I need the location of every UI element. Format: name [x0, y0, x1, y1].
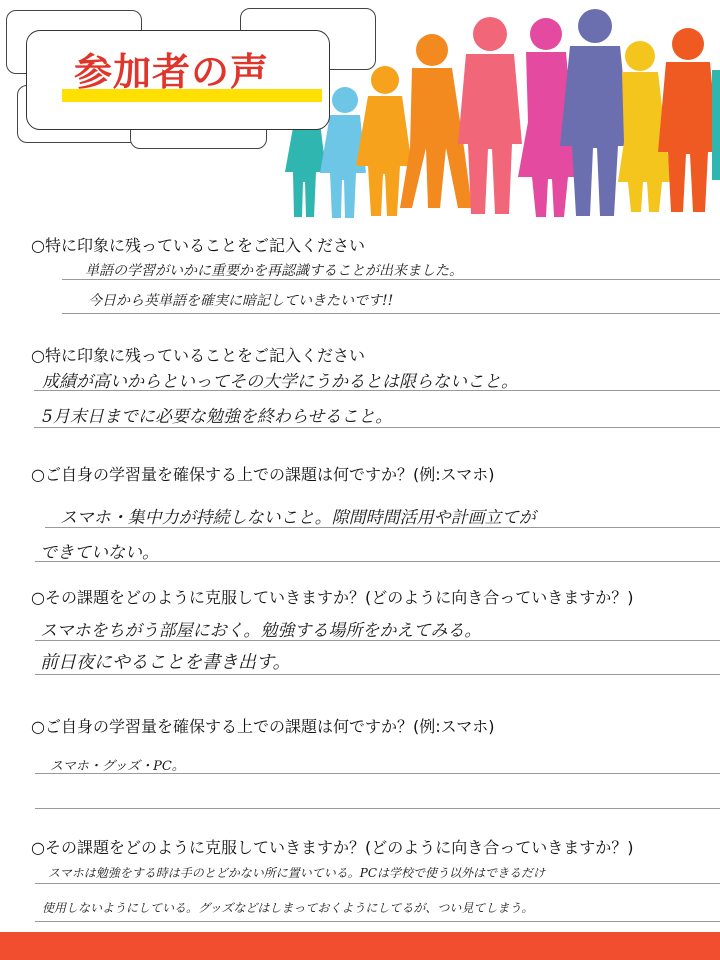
answer-line: 今日から英単語を確実に暗記していきたいです!! [88, 293, 394, 309]
answer-rule [62, 313, 720, 314]
answer-line: 5月末日までに必要な勉強を終わらせること。 [42, 407, 393, 427]
answer-line: 成績が高いからといってその大学にうかるとは限らないこと。 [42, 372, 518, 392]
question-label: ○特に印象に残っていることをご記入ください [31, 236, 365, 255]
question-label: ○その課題をどのように克服していきますか？(どのように向き合っていきますか？) [31, 588, 634, 607]
silhouette-person-7 [560, 9, 630, 216]
answer-rule [35, 883, 720, 884]
answer-rule [35, 674, 720, 675]
page-title: 参加者の声 [74, 50, 270, 94]
answer-rule [62, 279, 720, 280]
answer-line: スマホ・グッズ・PC。 [50, 759, 185, 774]
answer-line: できていない。 [40, 543, 159, 563]
answer-line: スマホ・集中力が持続しないこと。隙間時間活用や計画立てが [60, 508, 536, 528]
question-label: ○その課題をどのように克服していきますか？(どのように向き合っていきますか？) [31, 838, 634, 857]
question-label: ○ご自身の学習量を確保する上での課題は何ですか？(例:スマホ) [31, 717, 495, 736]
answer-line: スマホは勉強をする時は手のとどかない所に置いている。PCは学校で使う以外はできるだけ [48, 866, 546, 880]
question-label: ○ご自身の学習量を確保する上での課題は何ですか？(例:スマホ) [31, 465, 495, 484]
answer-rule [35, 773, 720, 774]
question-label: ○特に印象に残っていることをご記入ください [31, 346, 365, 365]
silhouette-person-10 [712, 70, 720, 180]
answer-rule [35, 808, 720, 809]
header-banner [0, 0, 720, 225]
answer-line: 使用しないようにしている。グッズなどはしまっておくようにしてるが、つい見てしまう。 [42, 901, 534, 915]
answer-line: スマホをちがう部屋におく。勉強する場所をかえてみる。 [40, 621, 482, 641]
answer-rule [35, 561, 720, 562]
title-speech-bubble [26, 30, 330, 130]
answer-line: 単語の学習がいかに重要かを再認識することが出来ました。 [85, 263, 463, 279]
answer-rule [34, 427, 720, 428]
answer-rule [45, 527, 720, 528]
answer-line: 前日夜にやることを書き出す。 [40, 652, 291, 673]
answer-rule [35, 640, 720, 641]
answer-rule [35, 921, 720, 922]
footer-bar [0, 932, 720, 960]
silhouette-person-9 [658, 28, 718, 212]
answer-rule [34, 390, 720, 391]
